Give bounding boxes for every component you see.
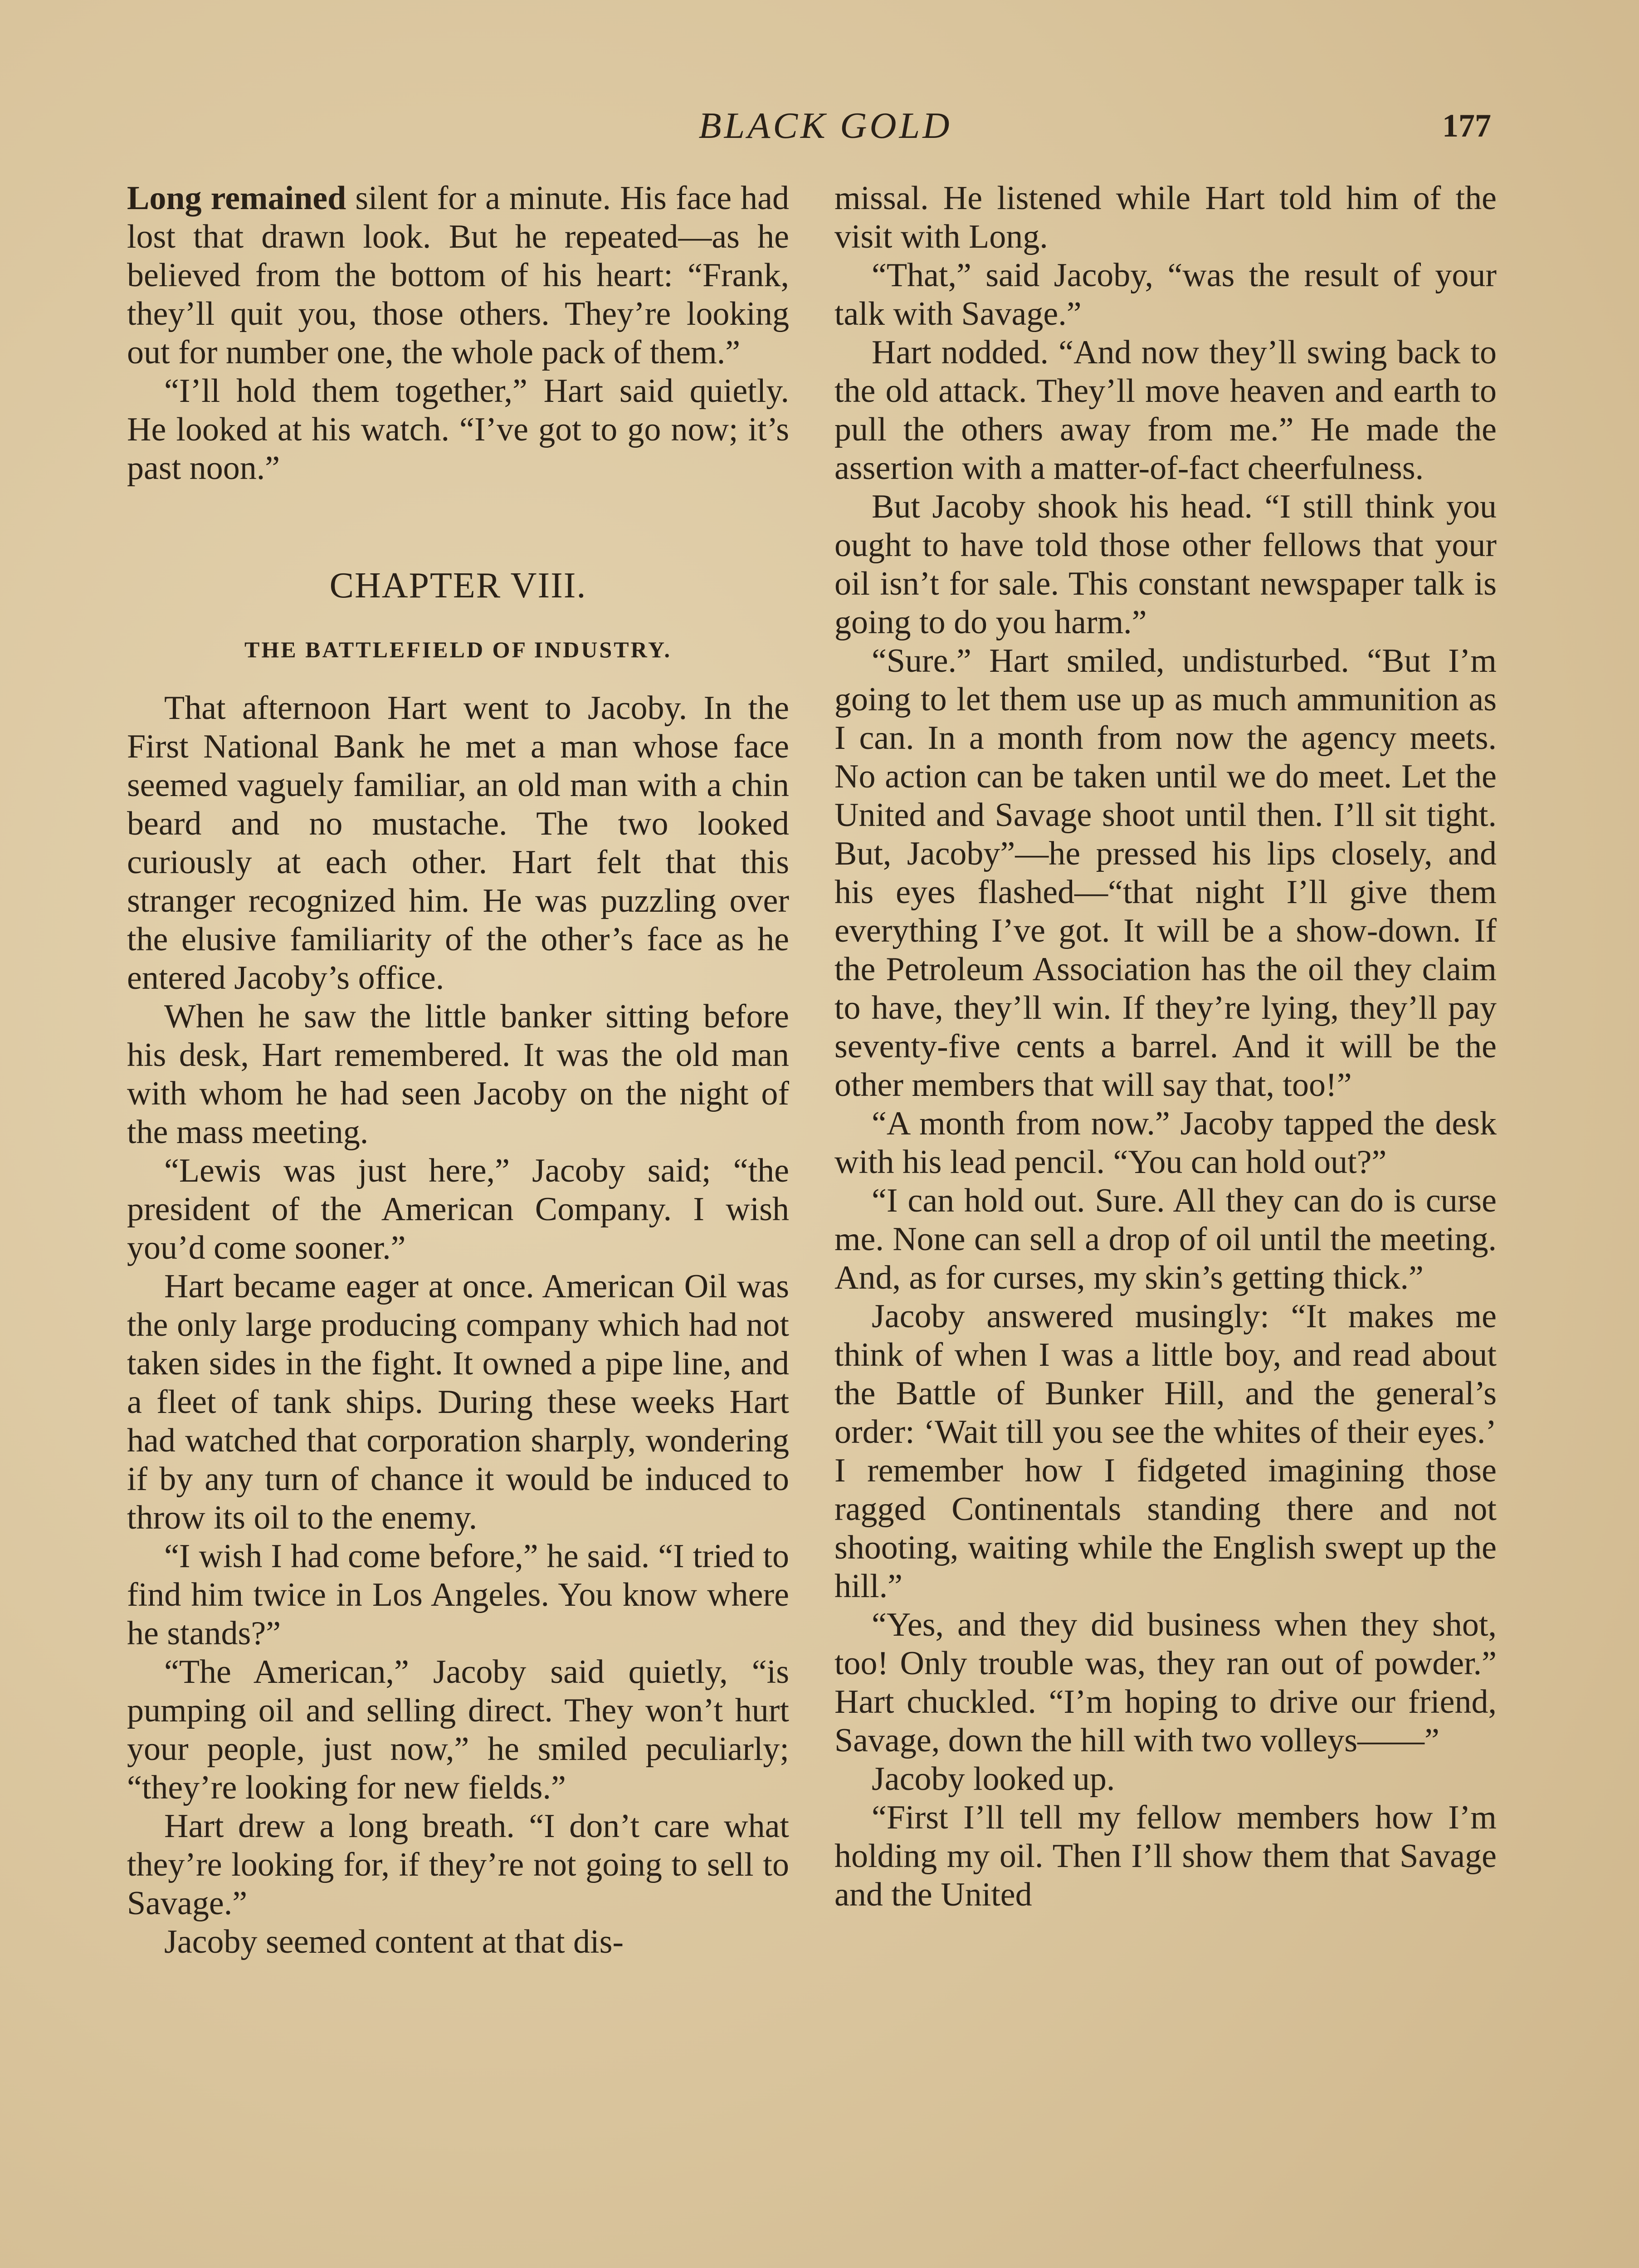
paragraph: But Jacoby shook his head. “I still think you ought to have told those other fellows that your oil isn’t for sale. This constant newspaper talk is going to do you harm.” — [834, 488, 1497, 641]
lead-words: Long remained — [127, 180, 346, 217]
paragraph: “A month from now.” Jacoby tapped the desk with his lead pencil. “You can hold out?” — [834, 1105, 1497, 1181]
paragraph: Hart nodded. “And now they’ll swing back to the old attack. They’ll move heaven and earth to pull the others away from me.” He made the assertion with a matter-of-fact cheerfulness. — [834, 334, 1497, 487]
paragraph: Jacoby looked up. — [872, 1760, 1115, 1798]
paragraph: Hart drew a long breath. “I don’t care what they’re looking for, if they’re not going to sell to Savage.” — [127, 1808, 789, 1922]
paragraph: “That,” said Jacoby, “was the result of your talk with Savage.” — [834, 257, 1497, 332]
paragraph: missal. He listened while Hart told him of the visit with Long. — [834, 180, 1497, 255]
paragraph: “Sure.” Hart smiled, undisturbed. “But I’m going to let them use up as much ammunition as I can. In a month from now the agency meets. No action can be taken until we do meet. Let the United and Savage shoot until then. I’ll sit tight. But, Jacoby”—he pressed his lips closely, and his eyes flashed—“that night I’ll give them everything I’ve got. It will be a show-down. If the Petroleum Association has the oil they claim to have, they’ll win. If they’re lying, they’ll pay seventy-five cents a barrel. And it will be the other members that will say that, too!” — [834, 642, 1497, 1104]
paragraph: Jacoby seemed content at that dis- — [164, 1923, 624, 1960]
paragraph: “First I’ll tell my fellow members how I’m holding my oil. Then I’ll show them that Savage and the United — [834, 1799, 1497, 1913]
chapter-heading: CHAPTER VIII. — [329, 566, 587, 606]
page-number: 177 — [1442, 108, 1491, 144]
paragraph: Jacoby answered musingly: “It makes me think of when I was a little boy, and read about the Battle of Bunker Hill, and the general’s order: ‘Wait till you see the whites of their eyes.’ I remember how I fidgeted imagining those ragged Continentals standing there and not shooting, waiting while the English swept up the hill.” — [834, 1298, 1497, 1605]
paragraph: That afternoon Hart went to Jacoby. In the First National Bank he met a man whose face seemed vaguely familiar, an old man with a chin beard and no mustache. The two looked curiously at each other. Hart felt that this stranger recognized him. He was puzzling over the elusive familiarity of the other’s face as he entered Jacoby’s office. — [127, 689, 789, 997]
paragraph: “I can hold out. Sure. All they can do is curse me. None can sell a drop of oil until the meeting. And, as for curses, my skin’s getting thick.” — [834, 1182, 1497, 1296]
running-head — [0, 101, 1639, 151]
paragraph — [127, 179, 789, 372]
paragraph: When he saw the little banker sitting before his desk, Hart remembered. It was the old man with whom he had seen Jacoby on the night of the mass meeting. — [127, 998, 789, 1151]
paragraph: “I wish I had come before,” he said. “I tried to find him twice in Los Angeles. You know where he stands?” — [127, 1538, 789, 1652]
paragraph: Hart became eager at once. American Oil was the only large producing company which had not taken sides in the fight. It owned a pipe line, and a fleet of tank ships. During these weeks Hart had watched that corporation sharply, wondering if by any turn of chance it would be induced to throw its oil to the enemy. — [127, 1268, 789, 1536]
paragraph: “The American,” Jacoby said quietly, “is pumping oil and selling direct. They won’t hurt your people, just now,” he smiled peculiarly; “they’re looking for new fields.” — [127, 1653, 789, 1806]
paragraph: “Yes, and they did business when they shot, too! Only trouble was, they ran out of powder.” Hart chuckled. “I’m hoping to drive our friend, Savage, down the hill with two volleys——” — [834, 1606, 1497, 1759]
left-column — [127, 179, 789, 1961]
running-title: BLACK GOLD — [698, 105, 952, 146]
paragraph-text: silent for a minute. His face had lost that drawn look. But he repeated—as he believed from the bottom of his heart: “Frank, they’ll quit you, those others. They’re looking out for number one, the whole pack of them.” — [127, 180, 789, 371]
right-column — [834, 179, 1497, 1914]
paragraph: “Lewis was just here,” Jacoby said; “the president of the American Company. I wish you’d come sooner.” — [127, 1152, 789, 1266]
paragraph: “I’ll hold them together,” Hart said quietly. He looked at his watch. “I’ve got to go now; it’s past noon.” — [127, 372, 789, 487]
chapter-subtitle: THE BATTLEFIELD OF INDUSTRY. — [244, 637, 672, 662]
